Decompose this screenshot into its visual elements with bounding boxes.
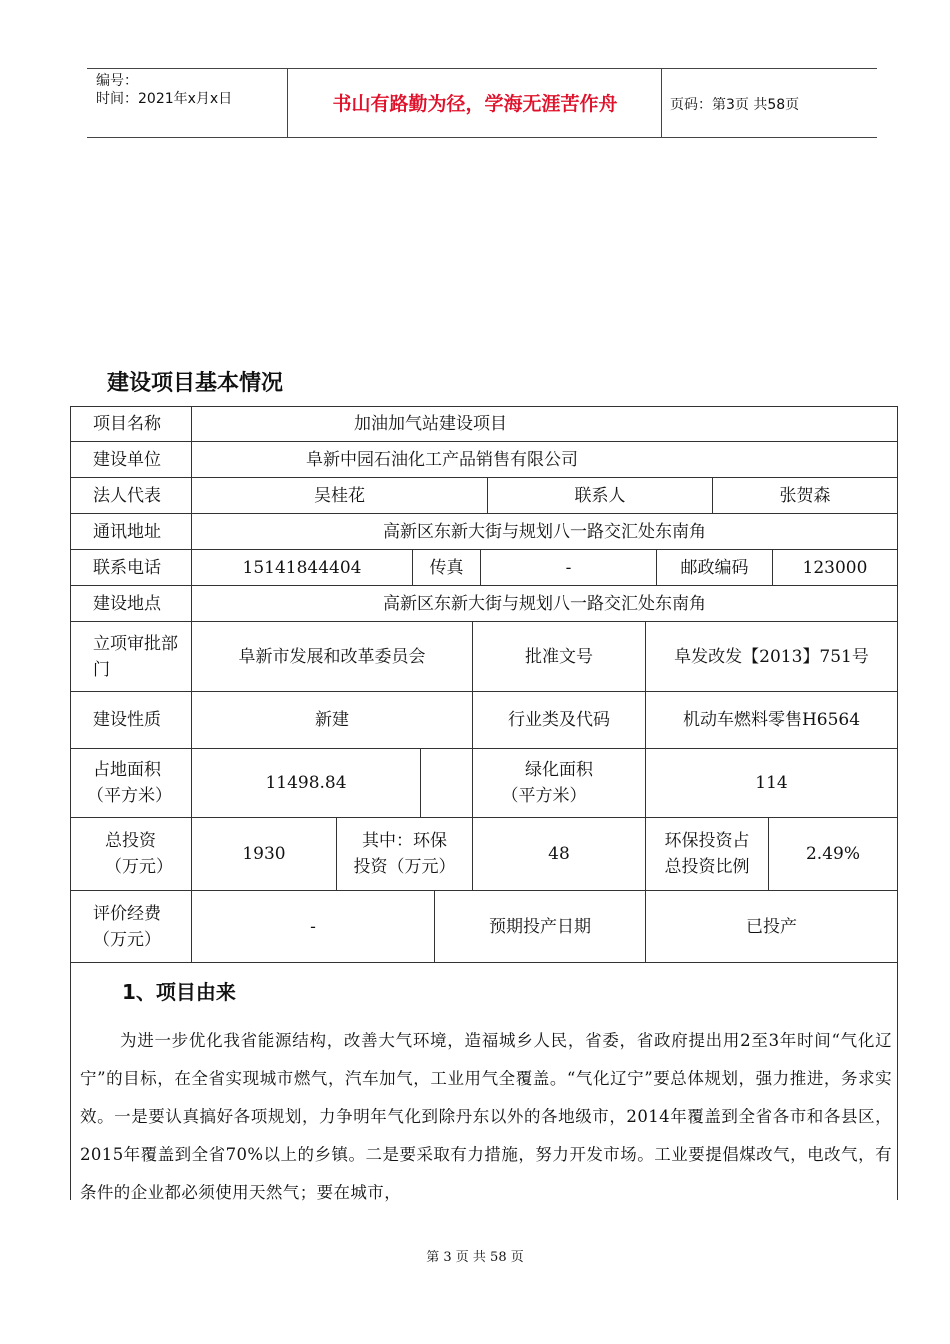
label-green-area: 绿化面积 （平方米） (472, 748, 646, 818)
label-legal-rep: 法人代表 (70, 477, 192, 514)
label-contact: 联系人 (487, 477, 713, 514)
value-env-investment: 48 (472, 817, 646, 891)
label-total-investment: 总投资 （万元） (70, 817, 192, 891)
value-project-name: 加油加气站建设项目 (191, 406, 898, 442)
value-contact: 张贺森 (712, 477, 898, 514)
value-address: 高新区东新大街与规划八一路交汇处东南角 (191, 513, 898, 550)
value-phone: 15141844404 (191, 549, 413, 586)
page-footer: 第 3 页 共 58 页 (426, 1250, 524, 1265)
label-land-area: 占地面积 （平方米） (70, 748, 192, 818)
value-site: 高新区东新大街与规划八一路交汇处东南角 (191, 585, 898, 622)
label-industry: 行业类及代码 (472, 691, 646, 749)
number-label: 编号： (96, 73, 138, 89)
label-production-date: 预期投产日期 (434, 890, 646, 963)
label-fax: 传真 (412, 549, 481, 586)
value-legal-rep: 吴桂花 (191, 477, 488, 514)
label-phone: 联系电话 (70, 549, 192, 586)
value-approval-no: 阜发改发【2013】751号 (645, 621, 898, 692)
label-site: 建设地点 (70, 585, 192, 622)
value-production-date: 已投产 (645, 890, 898, 963)
section1-heading: 1、项目由来 (122, 980, 236, 1004)
section1-paragraph: 为进一步优化我省能源结构，改善大气环境，造福城乡人民，省委，省政府提出用2至3年时间“气化辽宁”的目标，在全省实现城市燃气，汽车加气，工业用气全覆盖。“气化辽宁”要总体规划，强力推进，务求实效。一是要认真搞好各项规划，力争明年气化到除丹东以外的各地级市，2014年覆盖到全省各市和各县区，2015年覆盖到全省70%以上的乡镇。二是要采取有力措施，努力开发市场。工业要提倡煤改气，电改气，有条件的企业都必须使用天然气；要在城市， (80, 1031, 892, 1202)
time-label: 时间：2021年x月x日 (96, 91, 233, 107)
page-header (87, 68, 877, 138)
label-project-name: 项目名称 (70, 406, 192, 442)
label-address: 通讯地址 (70, 513, 192, 550)
label-approval-dept: 立项审批部门 (70, 621, 192, 692)
value-fax: - (480, 549, 657, 586)
header-meta (96, 72, 232, 108)
label-env-ratio: 环保投资占 总投资比例 (645, 817, 769, 891)
value-nature: 新建 (191, 691, 473, 749)
spacer (420, 748, 473, 818)
value-industry: 机动车燃料零售H6564 (645, 691, 898, 749)
label-nature: 建设性质 (70, 691, 192, 749)
label-eval-fee: 评价经费 （万元） (70, 890, 192, 963)
label-approval-no: 批准文号 (472, 621, 646, 692)
header-motto: 书山有路勤为径，学海无涯苦作舟 (332, 93, 618, 115)
value-construction-unit: 阜新中园石油化工产品销售有限公司 (191, 441, 898, 478)
value-land-area: 11498.84 (191, 748, 421, 818)
value-postcode: 123000 (772, 549, 898, 586)
value-env-ratio: 2.49% (768, 817, 898, 891)
value-approval-dept: 阜新市发展和改革委员会 (191, 621, 473, 692)
header-page-info: 页码：第3页 共58页 (670, 97, 800, 113)
label-postcode: 邮政编码 (656, 549, 773, 586)
value-eval-fee: - (191, 890, 435, 963)
value-green-area: 114 (645, 748, 898, 818)
label-construction-unit: 建设单位 (70, 441, 192, 478)
label-env-investment: 其中：环保 投资（万元） (336, 817, 473, 891)
value-total-investment: 1930 (191, 817, 337, 891)
section-title: 建设项目基本情况 (107, 371, 284, 396)
